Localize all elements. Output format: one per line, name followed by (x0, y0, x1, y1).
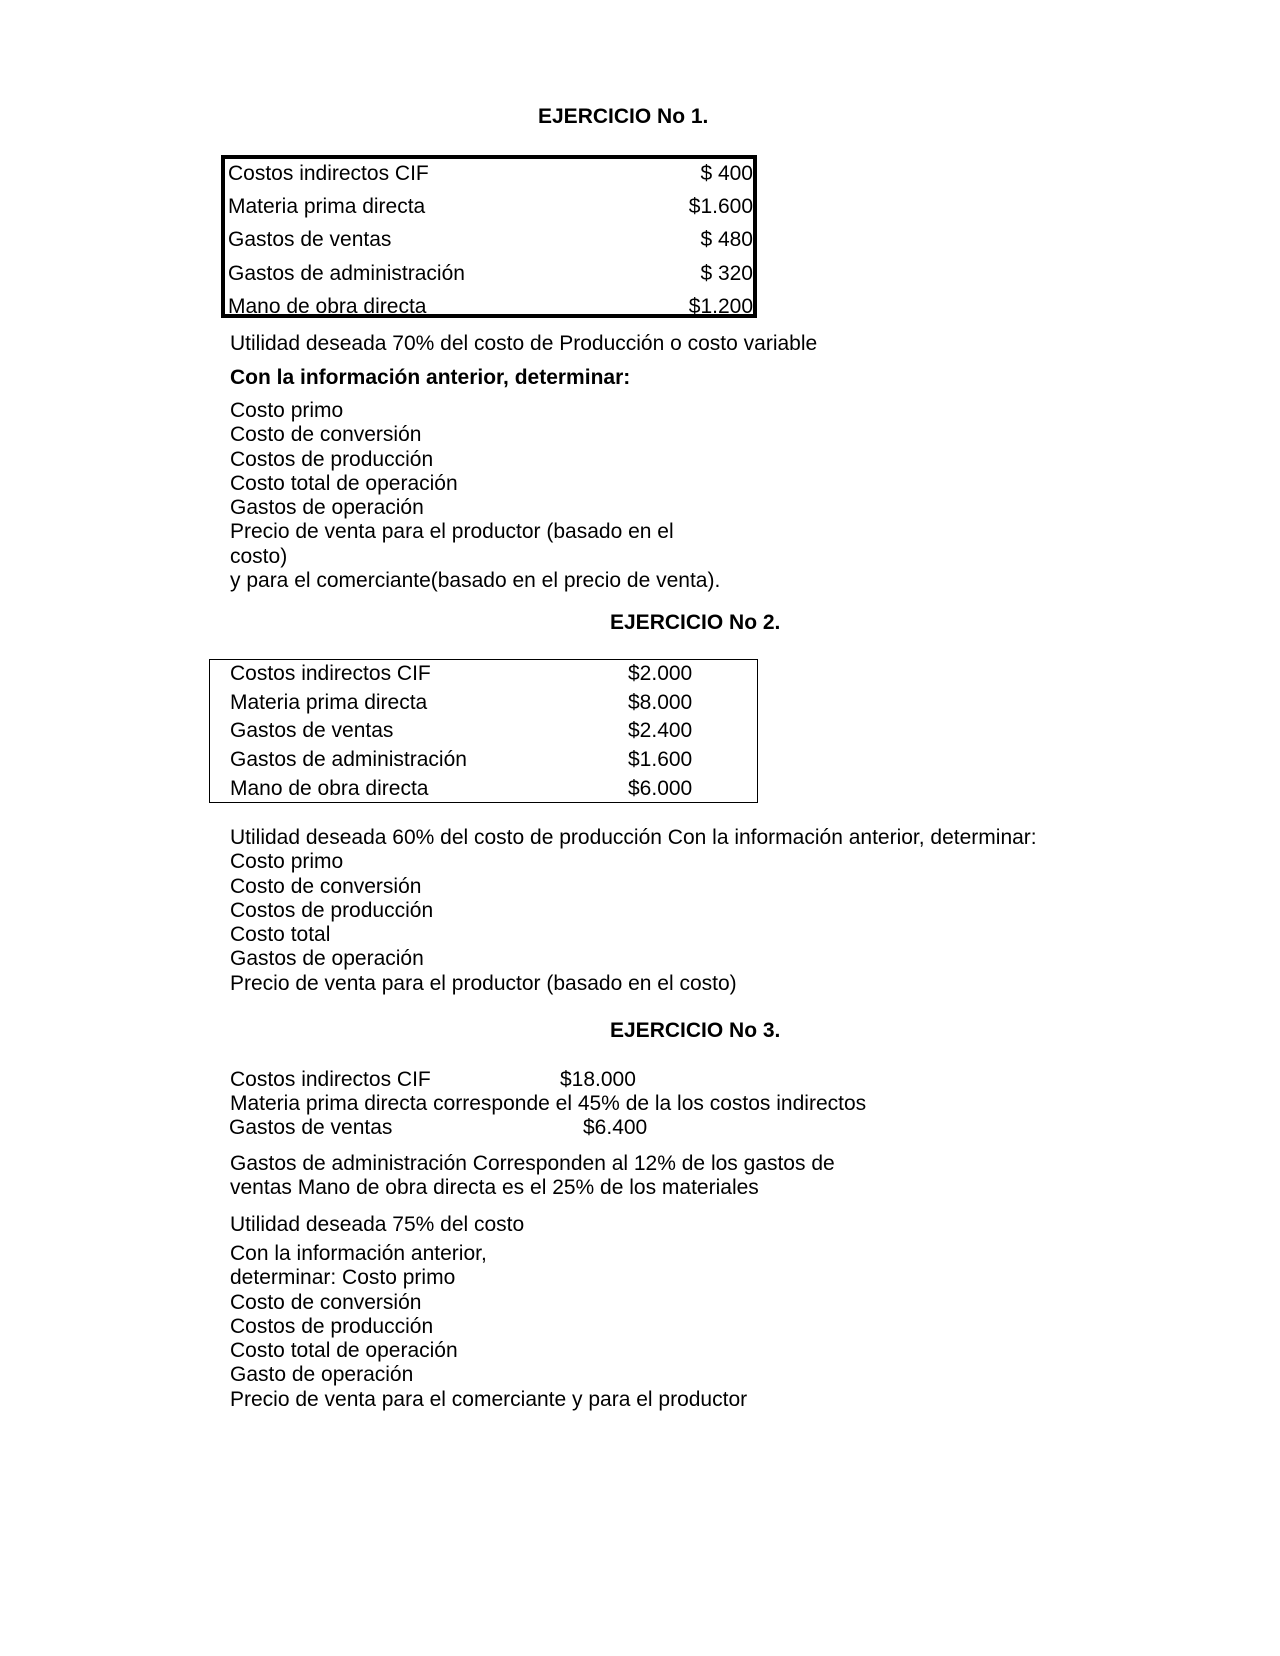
list-item: Costo primo (230, 399, 344, 422)
ex3-title: EJERCICIO No 3. (610, 1019, 781, 1042)
ex3-ventas-value: $6.400 (583, 1116, 648, 1139)
list-item: Costo de conversión (230, 1290, 422, 1314)
row-value: $8.000 (628, 691, 693, 714)
list-item: Precio de venta para el comerciante y para el productor (230, 1387, 748, 1411)
list-item: Gasto de operación (230, 1363, 414, 1387)
ex3-item-list (230, 1242, 747, 1412)
list-item: Gastos de operación (230, 947, 424, 971)
row-value: $ 400 (700, 162, 753, 185)
list-item: costo) (230, 544, 288, 568)
ex3-admin-text (230, 1152, 835, 1201)
ex1-item-list (230, 399, 720, 593)
list-item: determinar: Costo primo (230, 1266, 456, 1290)
list-item: Con la información anterior, (230, 1242, 487, 1265)
row-label: Materia prima directa (230, 691, 428, 714)
list-item: Costos de producción (230, 1314, 434, 1338)
ex1-instruction: Con la información anterior, determinar: (230, 366, 631, 389)
list-item: Gastos de operación (230, 496, 424, 520)
ex1-cost-table (221, 155, 757, 318)
row-value: $2.000 (628, 662, 693, 685)
row-label: Mano de obra directa (228, 295, 427, 318)
row-label: Costos indirectos CIF (230, 662, 431, 685)
row-value: $1.600 (628, 748, 693, 771)
row-label: Gastos de administración (228, 262, 465, 285)
ex3-cif-value: $18.000 (560, 1068, 636, 1091)
row-value: $ 320 (700, 262, 753, 285)
text-line: ventas Mano de obra directa es el 25% de los materiales (230, 1176, 759, 1200)
table-row (210, 660, 757, 689)
list-item: Utilidad deseada 60% del costo de producción Con la información anterior, determinar: (230, 826, 1037, 849)
list-item: Costos de producción (230, 447, 434, 471)
table-row (210, 689, 757, 718)
list-item: Costo total (230, 923, 331, 947)
table-row (210, 746, 757, 775)
table-row (225, 192, 753, 225)
row-label: Materia prima directa (228, 195, 426, 218)
row-label: Mano de obra directa (230, 777, 429, 800)
list-item: Costo de conversión (230, 874, 422, 898)
ex3-ventas-label: Gastos de ventas (229, 1116, 393, 1139)
table-row (210, 717, 757, 746)
row-value: $1.200 (688, 295, 753, 318)
list-item: Costo total de operación (230, 471, 458, 495)
table-row (210, 775, 757, 804)
table-row (225, 159, 753, 192)
text-line: Gastos de administración Corresponden al 12% de los gastos de (230, 1152, 835, 1175)
row-value: $1.600 (688, 195, 753, 218)
ex2-item-list (230, 826, 1037, 996)
row-label: Gastos de ventas (230, 719, 394, 742)
list-item: y para el comerciante(basado en el precio de venta). (230, 569, 721, 593)
ex1-utilidad: Utilidad deseada 70% del costo de Producción o costo variable (230, 332, 818, 355)
list-item: Costo primo (230, 850, 344, 874)
table-row (225, 292, 753, 325)
list-item: Costo de conversión (230, 423, 422, 447)
ex2-title: EJERCICIO No 2. (610, 611, 781, 634)
row-label: Costos indirectos CIF (228, 162, 429, 185)
ex3-materia-line: Materia prima directa corresponde el 45% de la los costos indirectos (230, 1092, 867, 1115)
list-item: Precio de venta para el productor (basado en el (230, 520, 674, 544)
row-value: $ 480 (700, 228, 753, 251)
list-item: Costos de producción (230, 898, 434, 922)
list-item: Precio de venta para el productor (basado en el costo) (230, 971, 737, 995)
row-value: $6.000 (628, 777, 693, 800)
row-label: Gastos de ventas (228, 228, 392, 251)
table-row (225, 259, 753, 292)
list-item: Costo total de operación (230, 1339, 458, 1363)
row-label: Gastos de administración (230, 748, 467, 771)
row-value: $2.400 (628, 719, 693, 742)
ex1-title: EJERCICIO No 1. (538, 105, 709, 128)
ex3-utilidad: Utilidad deseada 75% del costo (230, 1213, 525, 1236)
ex3-cif-label: Costos indirectos CIF (230, 1068, 431, 1091)
ex2-cost-table (209, 659, 758, 803)
table-row (225, 225, 753, 258)
